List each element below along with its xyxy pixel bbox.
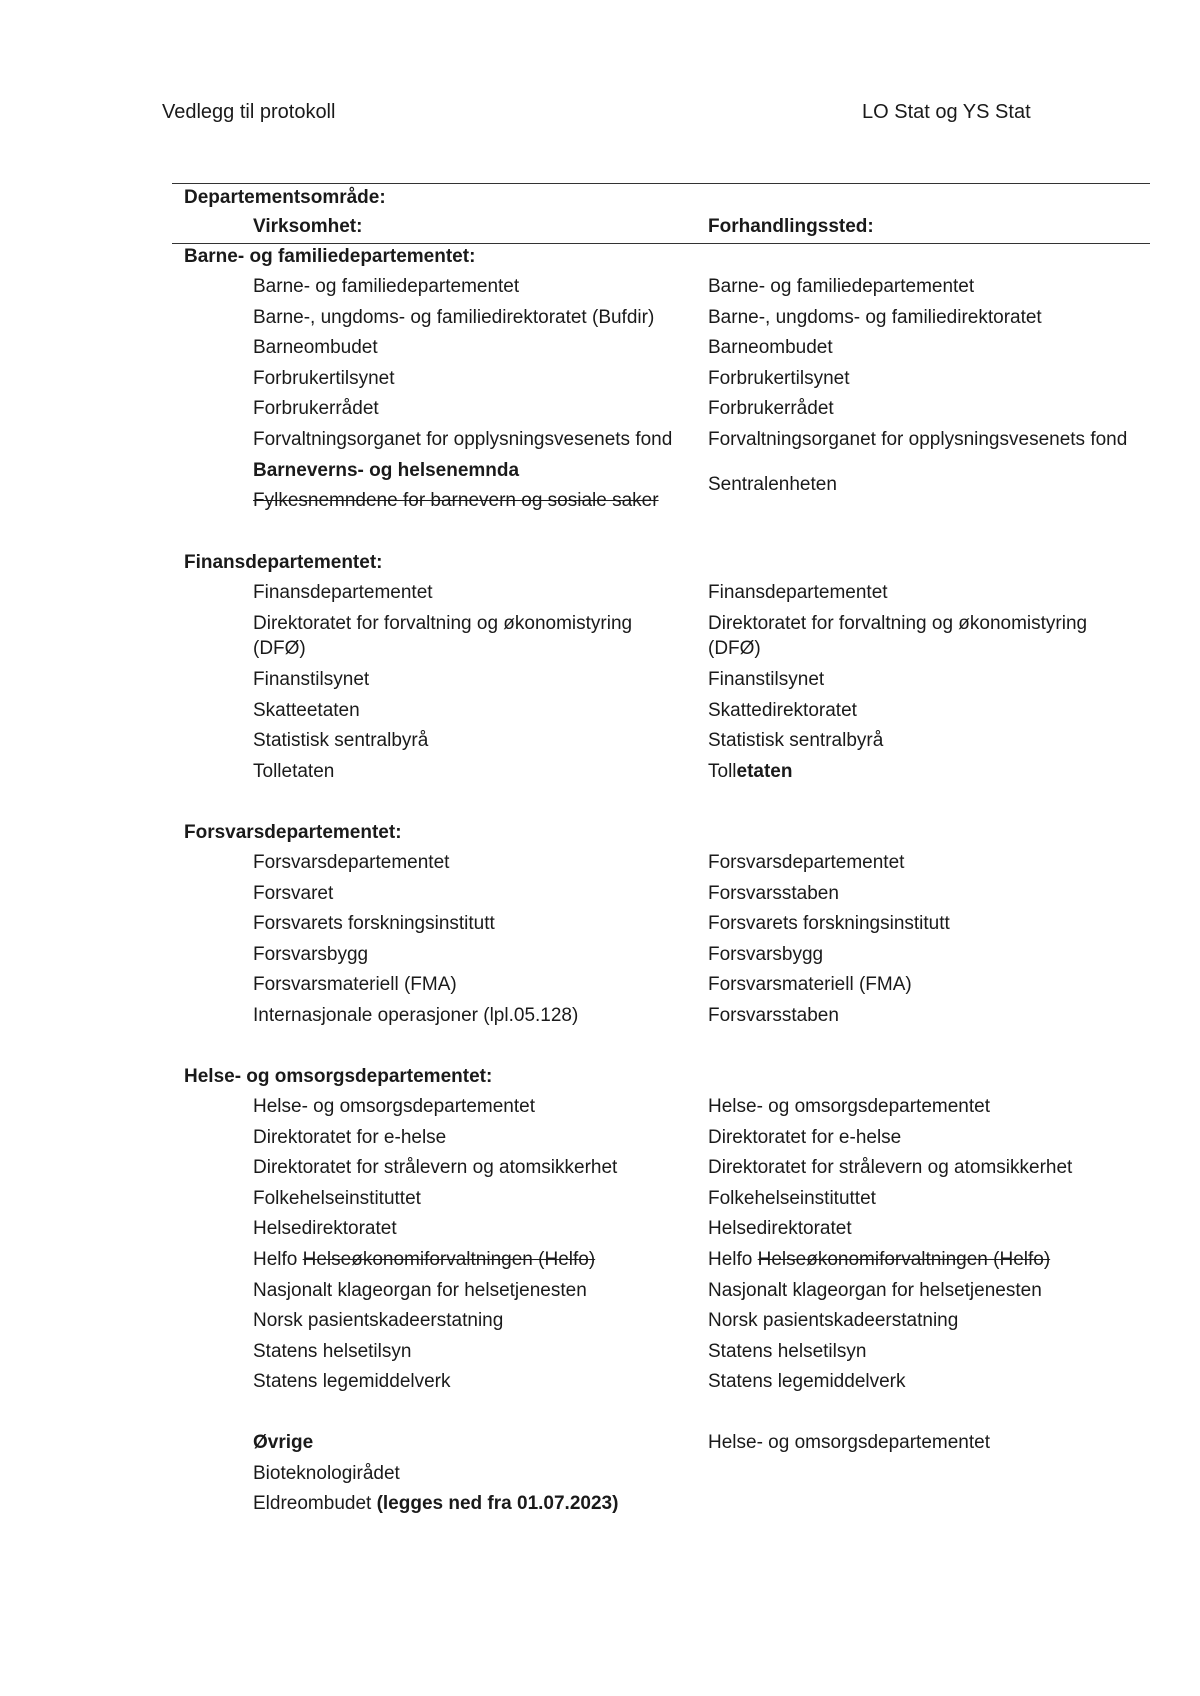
place-cell: Finansdepartementet (708, 582, 888, 603)
entity-cell: Forvaltningsorganet for opplysningsvesenets fond (253, 429, 673, 450)
place-cell: Nasjonalt klageorgan for helsetjenesten (708, 1280, 1042, 1301)
entity-cell: Forsvarsmateriell (FMA) (253, 974, 457, 995)
entity-cell: Barne- og familiedepartementet (253, 276, 520, 297)
place-cell: Barne- og familiedepartementet (708, 276, 975, 297)
place-cell: Direktoratet for e-helse (708, 1127, 902, 1148)
place-cell: Helsedirektoratet (708, 1218, 852, 1239)
entity-cell (253, 1493, 618, 1515)
entity-cell: Direktoratet for e-helse (253, 1127, 447, 1148)
place-cell: Direktoratet for strålevern og atomsikkerhet (708, 1157, 1073, 1178)
entity-cell: Barneombudet (253, 337, 378, 358)
place-cell: Forbrukertilsynet (708, 368, 850, 389)
place-cell: Forvaltningsorganet for opplysningsvesenets fond (708, 429, 1128, 450)
place-struck-text: Helseøkonomiforvaltningen (Helfo) (757, 1249, 1051, 1270)
place-cell: Statens helsetilsyn (708, 1341, 867, 1362)
entity-cell: Forsvaret (253, 883, 334, 904)
entity-cell: Statens helsetilsyn (253, 1341, 412, 1362)
place-cell: Helse- og omsorgsdepartementet (708, 1432, 990, 1453)
entity-cell-line2: (DFØ) (253, 638, 306, 659)
entity-cell: Forsvarsdepartementet (253, 852, 450, 873)
place-cell: Helse- og omsorgsdepartementet (708, 1096, 990, 1117)
place-cell: Statistisk sentralbyrå (708, 730, 884, 751)
place-cell: Sentralenheten (708, 474, 837, 495)
area-column-header: Departementsområde: (184, 187, 386, 208)
entity-cell: Skatteetaten (253, 700, 360, 721)
place-column-header: Forhandlingssted: (708, 216, 874, 237)
entity-cell: Direktoratet for forvaltning og økonomistyring (253, 613, 633, 634)
place-cell: Forsvarsstaben (708, 883, 839, 904)
entity-cell: Folkehelseinstituttet (253, 1188, 421, 1209)
section-title: Forsvarsdepartementet: (184, 822, 402, 843)
place-cell: Barne-, ungdoms- og familiedirektoratet (708, 307, 1042, 328)
other-subsection-title: Øvrige (253, 1432, 314, 1453)
place-cell: Statens legemiddelverk (708, 1371, 906, 1392)
section-title: Finansdepartementet: (184, 552, 383, 573)
place-cell: Norsk pasientskadeerstatning (708, 1310, 959, 1331)
entity-cell: Helsedirektoratet (253, 1218, 397, 1239)
place-bold-suffix: etaten (736, 761, 793, 782)
entity-cell: Direktoratet for strålevern og atomsikkerhet (253, 1157, 618, 1178)
place-cell: Forsvarsdepartementet (708, 852, 905, 873)
table-header-rule (172, 243, 1150, 244)
entity-cell: Barne-, ungdoms- og familiedirektoratet (Bufdir) (253, 307, 655, 328)
place-cell (708, 1249, 1050, 1271)
entity-cell-struck: Fylkesnemndene for barnevern og sosiale saker (253, 490, 659, 511)
entity-text: Eldreombudet (253, 1493, 377, 1514)
entity-cell: Forsvarsbygg (253, 944, 369, 965)
place-cell: Barneombudet (708, 337, 833, 358)
place-cell: Forsvarets forskningsinstitutt (708, 913, 950, 934)
entity-cell: Bioteknologirådet (253, 1463, 400, 1484)
place-cell: Skattedirektoratet (708, 700, 857, 721)
entity-cell: Forbrukerrådet (253, 398, 379, 419)
header-left: Vedlegg til protokoll (162, 101, 336, 123)
header-right: LO Stat og YS Stat (862, 101, 1031, 123)
place-cell: Forsvarsstaben (708, 1005, 839, 1026)
place-cell: Forsvarsmateriell (FMA) (708, 974, 912, 995)
entity-cell: Finanstilsynet (253, 669, 370, 690)
entity-cell: Nasjonalt klageorgan for helsetjenesten (253, 1280, 587, 1301)
place-cell: Direktoratet for forvaltning og økonomistyring (708, 613, 1088, 634)
section-title: Barne- og familiedepartementet: (184, 246, 476, 267)
entity-struck-text: Helseøkonomiforvaltningen (Helfo) (302, 1249, 596, 1270)
section-title: Helse- og omsorgsdepartementet: (184, 1066, 493, 1087)
entity-cell: Forbrukertilsynet (253, 368, 395, 389)
place-prefix: Toll (708, 761, 737, 782)
entity-cell-new: Barneverns- og helsenemnda (253, 460, 520, 481)
entity-cell: Tolletaten (253, 761, 335, 782)
entity-cell: Helse- og omsorgsdepartementet (253, 1096, 535, 1117)
entity-note: (legges ned fra 01.07.2023) (376, 1493, 619, 1514)
entity-cell: Internasjonale operasjoner (lpl.05.128) (253, 1005, 579, 1026)
table-top-rule (172, 183, 1150, 184)
place-cell (708, 761, 792, 783)
entity-cell: Forsvarets forskningsinstitutt (253, 913, 495, 934)
entity-cell: Statens legemiddelverk (253, 1371, 451, 1392)
entity-column-header: Virksomhet: (253, 216, 363, 237)
entity-text: Helfo (253, 1249, 303, 1270)
entity-cell: Norsk pasientskadeerstatning (253, 1310, 504, 1331)
place-cell: Forbrukerrådet (708, 398, 834, 419)
place-cell: Forsvarsbygg (708, 944, 824, 965)
entity-cell (253, 1249, 595, 1271)
place-cell: Finanstilsynet (708, 669, 825, 690)
entity-cell: Finansdepartementet (253, 582, 433, 603)
place-text: Helfo (708, 1249, 758, 1270)
place-cell: Folkehelseinstituttet (708, 1188, 876, 1209)
place-cell-line2: (DFØ) (708, 638, 761, 659)
entity-cell: Statistisk sentralbyrå (253, 730, 429, 751)
